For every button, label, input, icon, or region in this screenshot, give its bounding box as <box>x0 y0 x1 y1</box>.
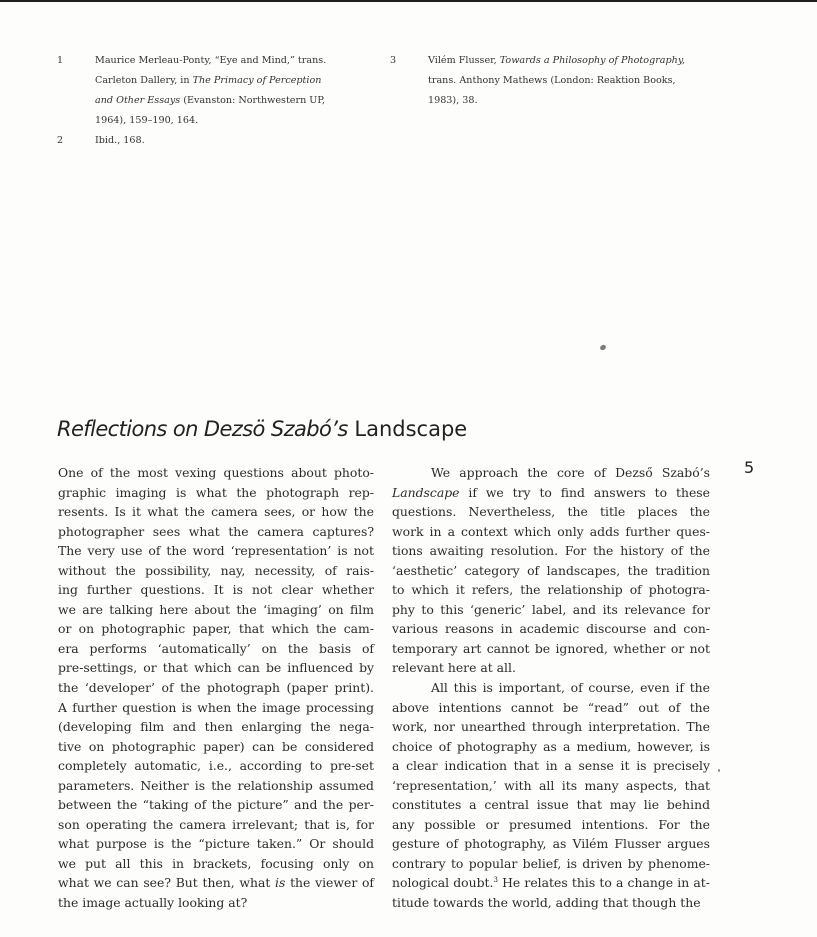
italic-text: Towards a Philosophy of Photography, <box>499 55 686 66</box>
text-line <box>392 502 710 522</box>
text-line <box>58 639 374 659</box>
text-run: era performs ‘automatically’ on the basis of <box>58 640 374 656</box>
text-line <box>392 522 710 542</box>
text-run: pre-settings, or that which can be influenced by <box>58 660 374 676</box>
text-line <box>58 698 374 718</box>
text-run: photographer sees what the camera captures? <box>58 523 374 539</box>
article-title-italic: Reflections on Dezsö Szabó’s <box>57 417 348 441</box>
text-run: contrary to popular belief, is driven by phenome- <box>392 855 710 871</box>
footnote-number: 3 <box>390 55 397 66</box>
text-run: The very use of the word ‘representation’ is not <box>58 543 374 559</box>
text-line <box>392 580 710 600</box>
text-line <box>392 873 710 893</box>
text-line <box>58 619 374 639</box>
text-line <box>58 658 374 678</box>
text-run: (Evanston: Northwestern UP, <box>180 95 325 106</box>
text-line <box>95 71 357 91</box>
text-run: All this is important, of course, even if the <box>431 680 710 696</box>
text-run: A further question is when the image processing <box>58 699 374 715</box>
text-run: the viewer of <box>285 875 374 891</box>
text-run: without the possibility, nay, necessity, of rais- <box>58 562 374 578</box>
footnote-2 <box>57 131 357 151</box>
text-run: completely automatic, i.e., according to pre-set <box>58 758 374 774</box>
text-line <box>58 834 374 854</box>
text-line <box>428 91 710 111</box>
text-line <box>392 483 710 503</box>
text-run: if we try to find answers to these <box>459 484 710 500</box>
text-line <box>392 463 710 483</box>
text-run: (developing film and then enlarging the nega- <box>58 719 374 735</box>
text-line <box>58 502 374 522</box>
text-run: Carleton Dallery, in <box>95 75 193 86</box>
text-line <box>58 815 374 835</box>
text-run: tive on photographic paper) can be considered <box>58 738 374 754</box>
text-line <box>392 619 710 639</box>
text-run: nological doubt. <box>392 875 494 891</box>
text-run: We approach the core of Dezső Szabó’s <box>431 465 710 480</box>
text-line <box>392 776 710 796</box>
text-run: One of the most vexing questions about photo- <box>58 465 374 480</box>
text-line <box>58 463 374 483</box>
italic-text: The Primacy of Perception <box>192 75 322 86</box>
text-line <box>58 561 374 581</box>
text-run: trans. Anthony Mathews (London: Reaktion Books, <box>428 75 676 86</box>
text-run: ‘aesthetic’ category of landscapes, the tradition <box>392 562 710 578</box>
text-line <box>58 873 374 893</box>
text-run: constitutes a central issue that may lie behind <box>392 797 710 813</box>
text-run: son operating the camera irrelevant; that is, for <box>58 816 374 832</box>
text-line <box>392 658 710 678</box>
footnote-reference: 3 <box>493 876 498 885</box>
footnote-text <box>428 51 710 111</box>
text-line <box>392 756 710 776</box>
text-run: resents. Is it what the camera sees, or how the <box>58 504 374 520</box>
text-run: gesture of photography, as Vilém Flusser argues <box>392 836 710 852</box>
text-line <box>58 756 374 776</box>
text-run: work in a context which only adds further ques- <box>392 523 710 539</box>
text-run: above intentions cannot be “read” out of the <box>392 699 710 715</box>
article-title-roman: Landscape <box>354 417 468 441</box>
text-line <box>58 893 374 913</box>
text-line <box>392 639 710 659</box>
scan-speck <box>599 344 607 351</box>
page-number: 5 <box>744 458 755 477</box>
text-line <box>392 815 710 835</box>
text-run: various reasons in academic discourse and con- <box>392 621 710 637</box>
text-line <box>58 854 374 874</box>
italic-text: Landscape <box>392 484 460 500</box>
text-run: the image actually looking at? <box>58 895 248 911</box>
text-run: 1983), 38. <box>428 95 478 106</box>
footnotes-left-column <box>57 51 357 151</box>
text-line <box>392 541 710 561</box>
text-line <box>58 483 374 503</box>
text-line <box>392 561 710 581</box>
text-line <box>58 600 374 620</box>
text-line <box>58 717 374 737</box>
text-line <box>392 795 710 815</box>
text-line <box>95 91 357 111</box>
text-run: temporary art cannot be ignored, whether or not <box>392 640 710 656</box>
text-run: ing further questions. It is not clear whether <box>58 582 374 598</box>
top-edge-rule <box>0 0 817 2</box>
text-run: we put all this in brackets, focusing only on <box>58 855 374 871</box>
footnote-number: 2 <box>57 135 64 146</box>
text-line <box>428 51 710 71</box>
text-line <box>392 854 710 874</box>
text-run: a clear indication that in a sense it is precisely <box>392 758 710 774</box>
footnote-3 <box>390 51 710 111</box>
text-run: Vilém Flusser, <box>428 55 500 66</box>
italic-text: is <box>275 875 286 891</box>
text-run: we are talking here about the ‘imaging’ on film <box>58 601 374 617</box>
text-line <box>58 737 374 757</box>
text-line <box>58 522 374 542</box>
text-run: Ibid., 168. <box>95 135 145 146</box>
text-line <box>95 51 357 71</box>
footnotes-right-column <box>390 51 710 111</box>
footnote-text <box>95 131 357 151</box>
body-text-left-column <box>58 463 374 913</box>
text-line <box>392 834 710 854</box>
text-run: titude towards the world, adding that though the <box>392 895 701 911</box>
footnote-1 <box>57 51 357 131</box>
text-run: work, nor unearthed through interpretation. The <box>392 719 710 735</box>
text-run: parameters. Neither is the relationship assumed <box>58 777 374 793</box>
text-run: choice of photography as a medium, however, is <box>392 738 710 754</box>
text-line <box>428 71 710 91</box>
text-run: relevant here at all. <box>392 660 516 676</box>
text-run: He relates this to a change in at- <box>497 875 710 891</box>
text-run: 1964), 159–190, 164. <box>95 115 199 126</box>
text-line <box>392 600 710 620</box>
text-line <box>392 717 710 737</box>
text-line <box>58 795 374 815</box>
text-run: or on photographic paper, that which the cam- <box>58 621 374 637</box>
text-line <box>392 893 710 913</box>
text-run: between the “taking of the picture” and the per- <box>58 797 374 813</box>
text-line <box>58 541 374 561</box>
scan-speck <box>718 769 720 772</box>
italic-text: and Other Essays <box>95 95 181 106</box>
footnote-number: 1 <box>57 55 64 66</box>
text-run: to which it refers, the relationship of photogra- <box>392 582 710 598</box>
article-title <box>57 414 467 444</box>
text-run: what we can see? But then, what <box>58 875 276 891</box>
body-text-right-column <box>392 463 710 913</box>
text-run: ‘representation,’ with all its many aspects, that <box>392 777 710 793</box>
text-run: what purpose is the “picture taken.” Or should <box>58 836 374 852</box>
text-line <box>58 678 374 698</box>
text-run: graphic imaging is what the photograph rep- <box>58 484 374 500</box>
text-line <box>95 111 357 131</box>
text-run: the ‘developer’ of the photograph (paper print). <box>58 680 374 696</box>
text-run: Maurice Merleau-Ponty, “Eye and Mind,” trans. <box>95 55 327 66</box>
text-line <box>392 737 710 757</box>
text-line <box>58 580 374 600</box>
footnote-text <box>95 51 357 131</box>
text-run: tions awaiting resolution. For the history of the <box>392 543 710 559</box>
text-line <box>392 678 710 698</box>
text-run: questions. Nevertheless, the title places the <box>392 504 710 520</box>
text-run: phy to this ‘generic’ label, and its relevance for <box>392 601 710 617</box>
text-run: any possible or presumed intentions. For the <box>392 816 710 832</box>
text-line <box>58 776 374 796</box>
text-line <box>95 131 357 151</box>
text-line <box>392 698 710 718</box>
